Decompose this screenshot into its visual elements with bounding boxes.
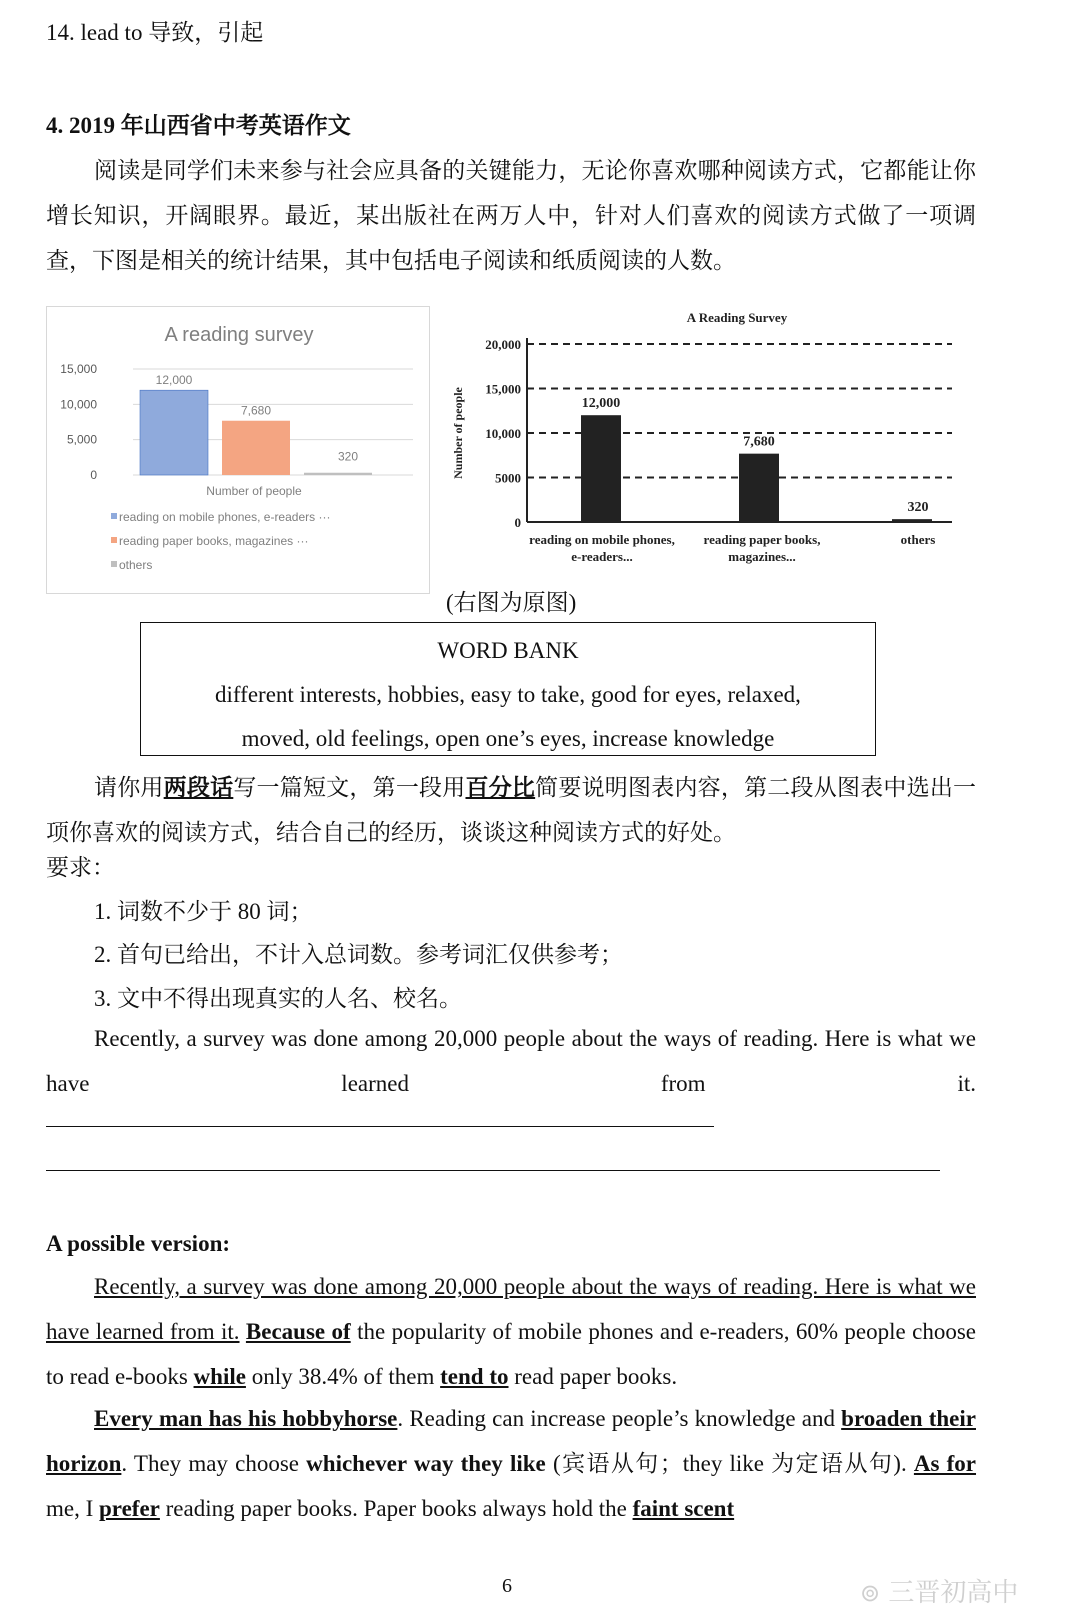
word-bank-title: WORD BANK — [437, 638, 579, 663]
y-tick-label: 0 — [514, 515, 521, 530]
data-label: 7,680 — [240, 403, 272, 418]
version-keyword: while — [193, 1364, 246, 1389]
instruction-keyword-1: 两段话 — [163, 775, 234, 800]
x-tick-label: reading paper books, — [703, 532, 821, 547]
version-text: reading paper books. Paper books always hold the — [159, 1496, 633, 1521]
version-keyword: Because of — [245, 1319, 351, 1344]
bar — [739, 454, 779, 522]
data-label: 12,000 — [581, 396, 621, 412]
instruction-text-3: 简要说明图表内容，第二段从图表中选出一项你喜欢的阅读方式，结合自己的经历，谈谈这种阅读方式的好处。 — [46, 775, 977, 845]
version-keyword: broaden their horizon — [46, 1406, 976, 1476]
version-text: . They may choose — [121, 1451, 307, 1476]
chart-title: A Reading Survey — [686, 310, 788, 325]
reading-survey-chart-original — [452, 306, 1012, 582]
x-tick-label: others — [900, 532, 936, 547]
version-first-sentence: Recently, a survey was done among 20,000 people about the ways of reading. Here is what we have learned from it. — [46, 1274, 976, 1344]
y-tick-label: 5000 — [495, 470, 521, 486]
requirement-item: 1. 词数不少于 80 词； — [94, 899, 313, 924]
version-text: only 38.4% of them — [245, 1364, 441, 1389]
chart-left-svg — [47, 307, 431, 595]
chart-right-svg — [452, 306, 1012, 582]
data-label: 320 — [337, 449, 359, 464]
version-paragraph-2 — [46, 1396, 976, 1531]
legend-swatch — [111, 537, 117, 543]
word-bank — [140, 622, 876, 756]
bar — [140, 390, 208, 475]
chart-title: A reading survey — [164, 324, 314, 346]
x-axis-label: Number of people — [206, 484, 302, 498]
vocab-item: 14. lead to 导致，引起 — [46, 20, 264, 45]
version-keyword: faint scent — [632, 1496, 735, 1521]
version-text: . Reading can increase people’s knowledge and — [397, 1406, 842, 1431]
writing-line — [46, 1126, 714, 1127]
bar — [892, 519, 932, 522]
x-tick-label: magazines... — [728, 549, 796, 564]
legend-label: others — [119, 558, 153, 572]
watermark — [860, 1572, 1018, 1609]
data-label: 7,680 — [743, 434, 775, 450]
legend-label: reading on mobile phones, e-readers ··· — [119, 510, 331, 524]
y-tick-label: 5,000 — [66, 432, 97, 447]
version-keyword: Every man has his hobbyhorse — [94, 1406, 398, 1431]
version-text: me, I — [46, 1496, 100, 1521]
given-first-sentence: Recently, a survey was done among 20,000 people about the ways of reading. Here is what we have learned from it. — [46, 1026, 976, 1096]
page-number: 6 — [502, 1575, 512, 1597]
version-text: read paper books. — [508, 1364, 678, 1389]
y-tick-label: 15,000 — [60, 362, 97, 376]
version-paragraph-1 — [46, 1264, 976, 1399]
word-bank-line-2: moved, old feelings, open one’s eyes, increase knowledge — [241, 726, 775, 751]
instruction-paragraph — [46, 765, 976, 855]
y-tick-label: 15,000 — [485, 381, 521, 397]
legend-label: reading paper books, magazines ··· — [119, 534, 309, 548]
requirement-item: 2. 首句已给出，不计入总词数。参考词汇仅供参考； — [94, 942, 623, 967]
data-label: 12,000 — [155, 373, 193, 388]
section-title: 4. 2019 年山西省中考英语作文 — [46, 113, 351, 138]
y-tick-label: 10,000 — [60, 397, 97, 412]
version-keyword: tend to — [440, 1364, 509, 1389]
y-axis-label: Number of people — [452, 387, 465, 479]
version-keyword: prefer — [99, 1496, 160, 1521]
version-text: (宾语从句；they like 为定语从句). — [545, 1451, 914, 1476]
data-label: 320 — [907, 500, 929, 516]
y-tick-label: 0 — [90, 468, 97, 482]
reading-survey-chart-left — [46, 306, 430, 594]
y-tick-label: 10,000 — [485, 426, 521, 441]
bar — [304, 473, 372, 475]
word-bank-line-1: different interests, hobbies, easy to take, good for eyes, relaxed, — [215, 682, 801, 707]
x-tick-label: e-readers... — [571, 549, 633, 564]
chart-caption: (右图为原图) — [446, 590, 577, 615]
legend-swatch — [111, 561, 117, 567]
instruction-text-1: 请你用 — [94, 775, 164, 800]
instruction-keyword-2: 百分比 — [465, 775, 536, 800]
writing-line — [46, 1170, 940, 1171]
x-tick-label: reading on mobile phones, — [529, 532, 675, 547]
legend-swatch — [111, 513, 117, 519]
y-tick-label: 20,000 — [485, 337, 521, 352]
version-text: the popularity of mobile phones and e-readers, 60% people choose to read e-books — [46, 1319, 977, 1389]
wechat-icon: ⊚ — [860, 1579, 881, 1607]
version-keyword-bold: whichever way they like — [306, 1451, 546, 1476]
possible-version-label: A possible version: — [46, 1231, 231, 1256]
intro-paragraph: 阅读是同学们未来参与社会应具备的关键能力，无论你喜欢哪种阅读方式，它都能让你增长知识，开阔眼界。最近，某出版社在两万人中，针对人们喜欢的阅读方式做了一项调查，下图是相关的统计结果，其中包括电子阅读和纸质阅读的人数。 — [46, 158, 976, 273]
requirement-item: 3. 文中不得出现真实的人名、校名。 — [94, 986, 462, 1011]
instruction-text-2: 写一篇短文，第一段用 — [233, 775, 466, 800]
bar — [222, 421, 290, 475]
requirements-label: 要求： — [46, 855, 115, 880]
watermark-text: 三晋初高中 — [888, 1578, 1019, 1608]
bar — [581, 415, 621, 522]
version-keyword: As for — [913, 1451, 977, 1476]
